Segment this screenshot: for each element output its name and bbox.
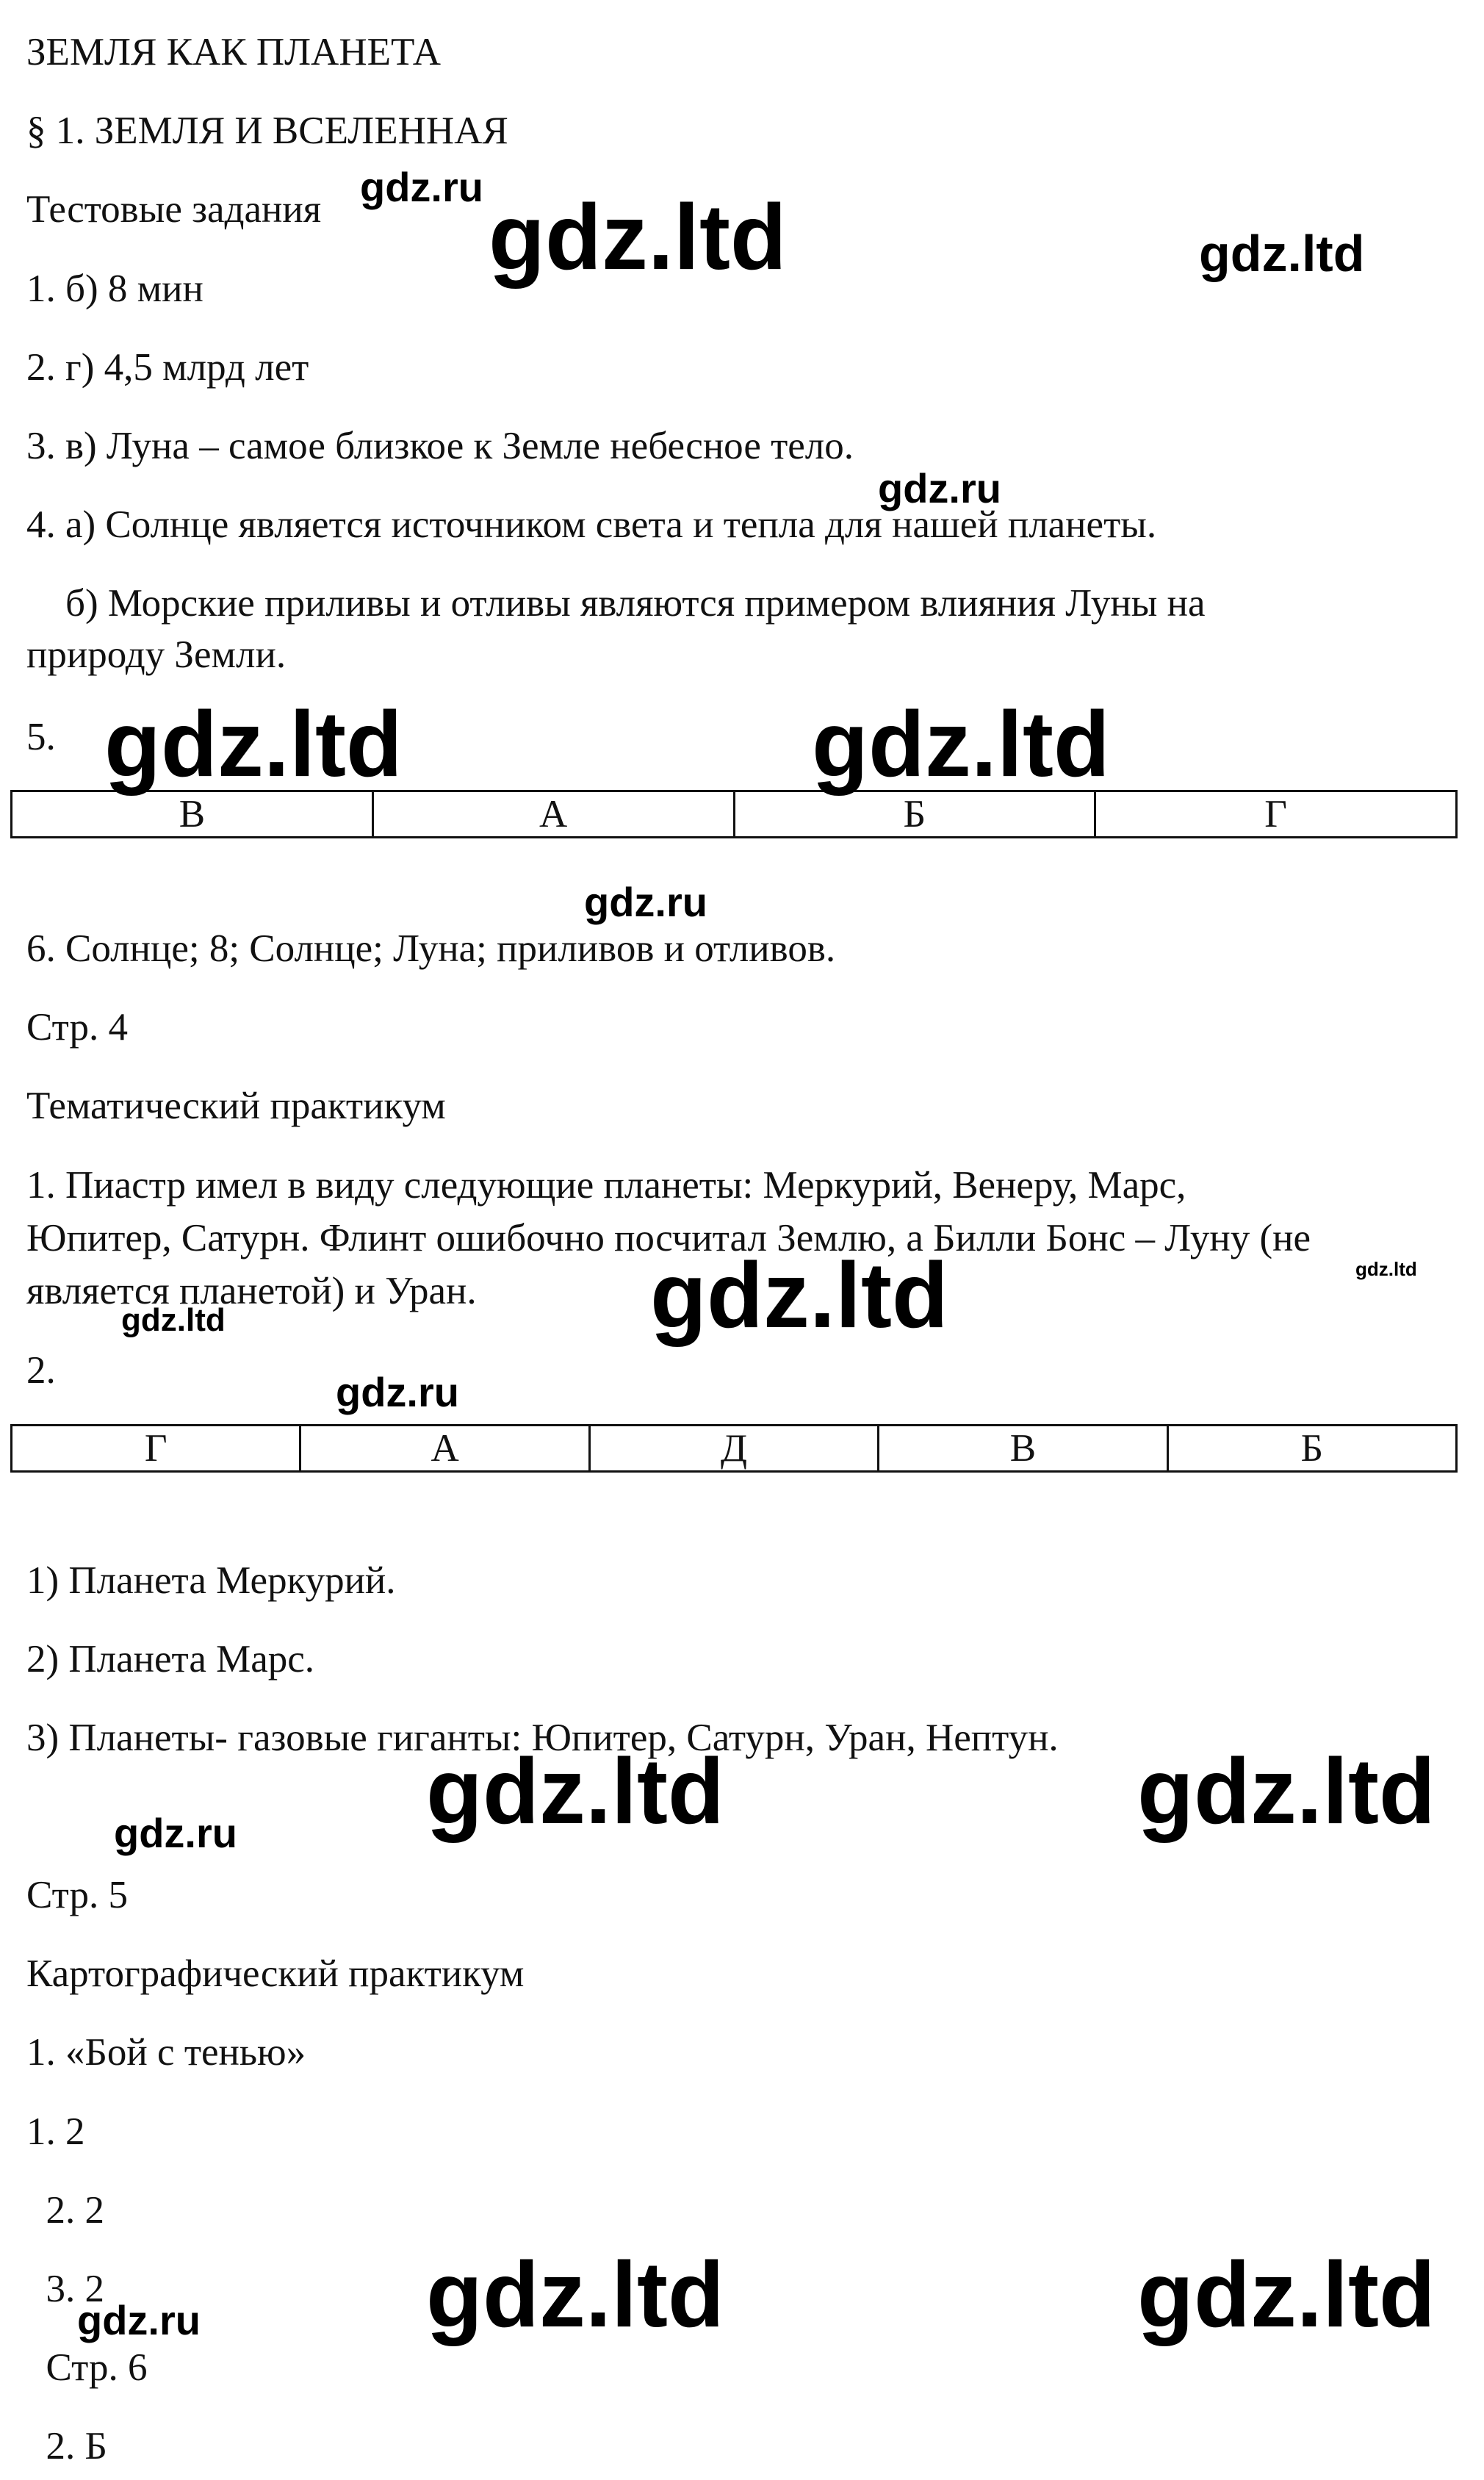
watermark-gdz-ru: gdz.ru xyxy=(336,1369,459,1415)
answer-1: 1. б) 8 мин xyxy=(26,267,203,310)
watermark-gdz-ru: gdz.ru xyxy=(878,465,1001,511)
watermark-gdz-ltd: gdz.ltd xyxy=(1137,2243,1436,2346)
table-cell: А xyxy=(372,791,734,838)
table-row xyxy=(12,791,1457,838)
thematic-1-line3: является планетой) и Уран. xyxy=(26,1270,477,1312)
answer-3: 3. в) Луна – самое близкое к Земле небесное тело. xyxy=(26,425,854,467)
answer-6: 6. Солнце; 8; Солнце; Луна; приливов и отливов. xyxy=(26,927,836,970)
table-cell: Г xyxy=(1095,791,1457,838)
thematic-2-item1: 1) Планета Меркурий. xyxy=(26,1559,396,1602)
cartographic-1-3: 3. 2 xyxy=(26,2268,104,2310)
watermark-gdz-ru: gdz.ru xyxy=(584,879,707,925)
subsection-cartographic: Картографический практикум xyxy=(26,1952,525,1995)
watermark-gdz-ltd: gdz.ltd xyxy=(426,1739,724,1843)
table-row xyxy=(12,1426,1457,1472)
watermark-gdz-ltd: gdz.ltd xyxy=(489,185,787,289)
table-cell: Г xyxy=(12,1426,300,1472)
watermark-gdz-ltd: gdz.ltd xyxy=(1199,225,1365,282)
page-4-label: Стр. 4 xyxy=(26,1006,128,1049)
answer-4a: 4. а) Солнце является источником света и тепла для нашей планеты. xyxy=(26,503,1157,546)
table-cell: В xyxy=(12,791,373,838)
thematic-1-line2: Юпитер, Сатурн. Флинт ошибочно посчитал Землю, а Билли Бонс – Луну (не xyxy=(26,1217,1311,1259)
subsection-test-tasks: Тестовые задания xyxy=(26,188,322,231)
watermark-gdz-ltd: gdz.ltd xyxy=(1355,1258,1417,1280)
watermark-gdz-ltd: gdz.ltd xyxy=(1137,1739,1436,1843)
answer-4b-cont: природу Земли. xyxy=(26,633,287,676)
section-title: § 1. ЗЕМЛЯ И ВСЕЛЕННАЯ xyxy=(26,109,508,152)
page-6-answer-2: 2. Б xyxy=(26,2425,107,2468)
watermark-gdz-ltd: gdz.ltd xyxy=(121,1302,226,1338)
watermark-gdz-ru: gdz.ru xyxy=(77,2297,201,2343)
watermark-gdz-ltd: gdz.ltd xyxy=(104,692,403,796)
cartographic-1: 1. «Бой с тенью» xyxy=(26,2031,306,2074)
watermark-gdz-ltd: gdz.ltd xyxy=(812,692,1110,796)
answer-4b: б) Морские приливы и отливы являются примером влияния Луны на xyxy=(26,582,1206,625)
watermark-gdz-ltd: gdz.ltd xyxy=(426,2243,724,2346)
watermark-gdz-ltd: gdz.ltd xyxy=(650,1243,948,1347)
table-cell: Б xyxy=(1167,1426,1456,1472)
table-cell: Д xyxy=(589,1426,878,1472)
watermark-gdz-ru: gdz.ru xyxy=(114,1810,237,1856)
table-cell: В xyxy=(879,1426,1167,1472)
table-cell: Б xyxy=(734,791,1095,838)
watermark-gdz-ru: gdz.ru xyxy=(360,164,483,210)
answer-5-label: 5. xyxy=(26,716,56,758)
chapter-title: ЗЕМЛЯ КАК ПЛАНЕТА xyxy=(26,31,441,73)
cartographic-1-2: 2. 2 xyxy=(26,2189,104,2232)
thematic-2-item3: 3) Планеты- газовые гиганты: Юпитер, Сатурн, Уран, Нептун. xyxy=(26,1717,1059,1759)
thematic-1-line1: 1. Пиастр имел в виду следующие планеты: Меркурий, Венеру, Марс, xyxy=(26,1164,1186,1207)
cartographic-1-1: 1. 2 xyxy=(26,2110,85,2153)
thematic-2-item2: 2) Планета Марс. xyxy=(26,1638,315,1681)
page-6-label: Стр. 6 xyxy=(26,2346,148,2389)
page-5-label: Стр. 5 xyxy=(26,1874,128,1916)
table-cell: А xyxy=(300,1426,589,1472)
answer-2: 2. г) 4,5 млрд лет xyxy=(26,346,309,389)
thematic-2-table xyxy=(10,1424,1458,1473)
subsection-thematic: Тематический практикум xyxy=(26,1085,446,1127)
thematic-2-label: 2. xyxy=(26,1349,56,1392)
